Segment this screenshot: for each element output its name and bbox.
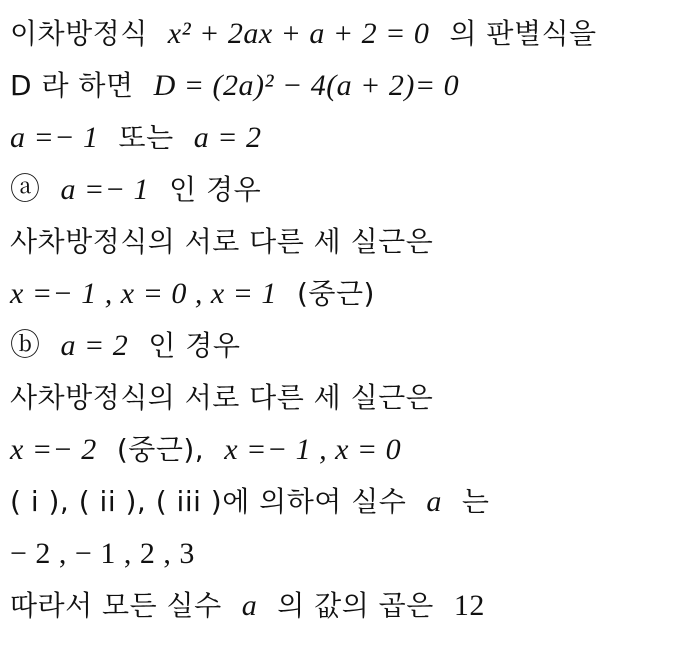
line-1-equation: x² + 2ax + a + 2 = 0	[167, 17, 430, 50]
solution-line-9	[10, 424, 684, 476]
solution-line-10	[10, 476, 684, 528]
final-answer: 12	[453, 589, 485, 622]
line-10-text: ( i ), ( ii ), ( iii )에 의하여 실수	[10, 485, 407, 518]
solution-line-3	[10, 112, 684, 164]
line-10-text-end: 는	[461, 485, 490, 518]
line-9-text: (중근),	[116, 433, 205, 466]
solution-line-6	[10, 268, 684, 320]
case-a-marker: ⓐ	[10, 173, 41, 206]
line-2-text: D 라 하면	[10, 69, 134, 102]
solution-line-4	[10, 164, 684, 216]
line-4-equation: a =− 1	[60, 173, 150, 206]
line-12-text: 따라서 모든 실수	[10, 589, 222, 622]
solution-line-12	[10, 580, 684, 632]
solution-line-1	[10, 8, 684, 60]
solution-document	[10, 8, 684, 632]
line-3-equation-2: a = 2	[193, 121, 262, 154]
line-5-text: 사차방정식의 서로 다른 세 실근은	[10, 225, 434, 258]
line-1-text: 이차방정식	[10, 17, 148, 50]
solution-line-7	[10, 320, 684, 372]
line-6-equation: x =− 1 , x = 0 , x = 1	[10, 277, 277, 310]
solution-line-5	[10, 216, 684, 268]
line-9-equation: x =− 2	[10, 433, 97, 466]
line-9-equation-2: x =− 1 , x = 0	[224, 433, 402, 466]
line-11-values: − 2 , − 1 , 2 , 3	[10, 537, 195, 570]
line-6-text: (중근)	[296, 277, 375, 310]
line-2-equation: D = (2a)² − 4(a + 2)= 0	[153, 69, 460, 102]
line-7-text: 인 경우	[148, 329, 241, 362]
line-7-equation: a = 2	[60, 329, 129, 362]
line-4-text: 인 경우	[169, 173, 262, 206]
case-b-marker: ⓑ	[10, 329, 41, 362]
solution-line-8	[10, 372, 684, 424]
solution-line-2	[10, 60, 684, 112]
line-12-variable: a	[241, 589, 258, 622]
line-3-text: 또는	[118, 121, 174, 154]
line-12-text-end: 의 값의 곱은	[277, 589, 434, 622]
line-10-variable: a	[426, 485, 442, 518]
line-1-text-end: 의 판별식을	[449, 17, 597, 50]
line-8-text: 사차방정식의 서로 다른 세 실근은	[10, 381, 434, 414]
line-3-equation: a =− 1	[10, 121, 99, 154]
solution-line-11	[10, 528, 684, 580]
